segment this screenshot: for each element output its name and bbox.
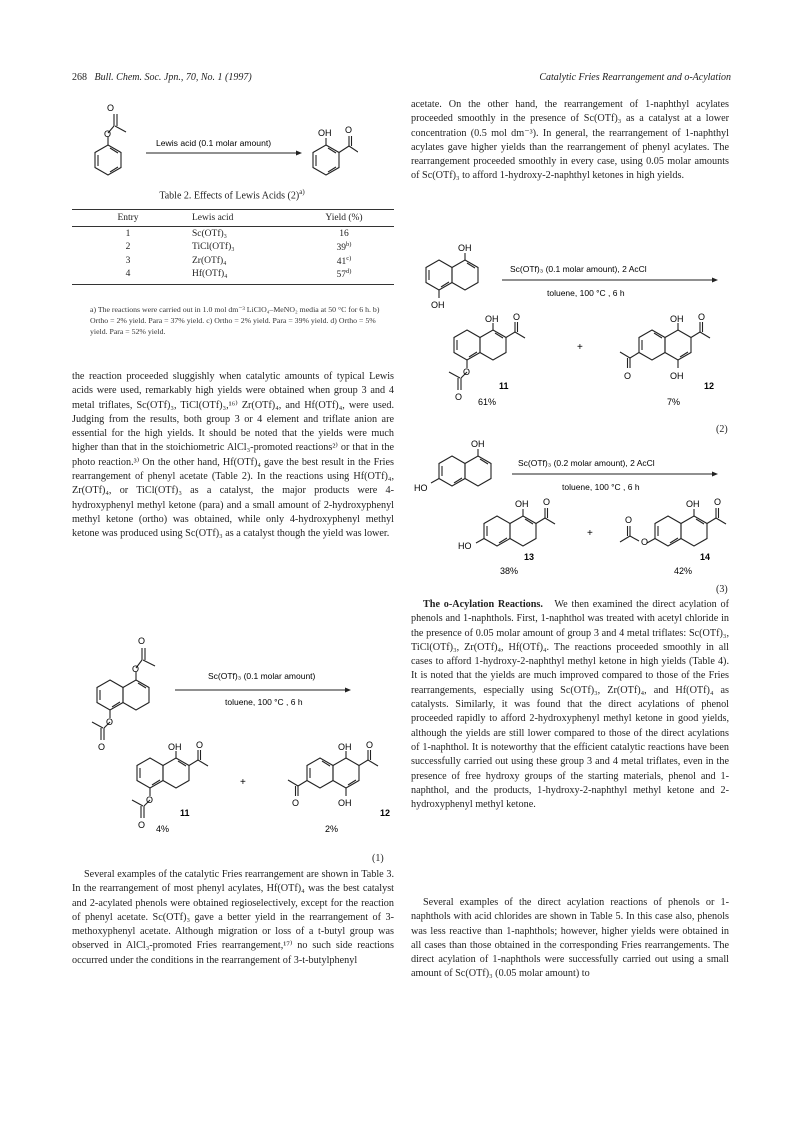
- s1-yield-11: 4%: [156, 824, 170, 834]
- table-row: 4 Hf(OTf)₄ 57$^{d)}$: [125, 268, 352, 281]
- carbonyl-o-label: O: [107, 103, 115, 113]
- left-paragraph-2: Several examples of the catalytic Fries rearrangement are shown in Table 3. In the rearrangement of most phenyl acylates, Hf(OTf)₄ was the best catalyst and 2-acylated phenols were obtained regioselectively, except for the reaction of phenyl acetate. Sc(OTf)₃ gave a better yield in the rearrangement of 3-methoxyphenyl acetate. Although migration or loss of a t-butyl group was observed in AlCl₃-promoted Fries rearrangement,¹⁷⁾ no such side reactions occurred under the conditions in the rearrangement of 3-t-butylphenyl: [72, 869, 394, 966]
- s1-p12-ketone-o: O: [292, 798, 300, 808]
- s2-p11-oh: OH: [485, 314, 499, 324]
- s3-plus: +: [587, 528, 593, 539]
- s1-p11-carbonyl-o: O: [138, 820, 146, 830]
- s2-p12-o: O: [698, 312, 706, 322]
- s1-label-12: 12: [380, 808, 391, 818]
- s2-p11-carbonyl-o: O: [455, 392, 463, 402]
- s3-yield-13: 38%: [500, 566, 519, 576]
- table-row: 3 Zr(OTf)₄ 41$^{c)}$: [125, 254, 352, 267]
- s3-start-ho: HO: [414, 483, 428, 493]
- s3-yield-14: 42%: [674, 566, 693, 576]
- table2-footnote: a) The reactions were carried out in 1.0 mol dm⁻³ LiClO₄–MeNO₂ media at 50 °C for 6 h. b) Ortho = 2% yield. Para = 37% yield. c) Ortho = 2% yield. Para = 39% yield. d) Ortho = 5% yield. Para = 52% yield.: [90, 305, 380, 336]
- s2-p11-o: O: [513, 312, 521, 322]
- s1-p11-ester-o: O: [146, 795, 154, 805]
- s2-p12-oh: OH: [670, 314, 684, 324]
- s3-start-oh: OH: [471, 439, 485, 449]
- s1-carbonyl-o2: O: [98, 742, 106, 752]
- right-paragraph-1: acetate. On the other hand, the rearrangement of 1-naphthyl acylates proceeded smoothly in the presence of Sc(OTf)₃ as a catalyst at a lower concentration (0.5 mol dm⁻³). In general, the rearrangement of 1-naphthyl acylates gave higher yields than the rearrangement of phenyl acylates. The rearrangement proceeded smoothly in every case, using 0.05 molar amounts of Sc(OTf)₃ to afford 1-hydroxy-2-naphthyl ketones in high yields.: [411, 99, 729, 182]
- right-paragraph-2: The o-Acylation Reactions. We then examined the direct acylation of phenols and 1-naphthols. First, 1-naphthol was treated with acetyl chloride in the presence of 0.05 molar amount of group 3 and 4 metal triflates: Sc(OTf)₃, TiCl(OTf)₃, Zr(OTf)₄, Hf(OTf)₄. The reactions proceeded smoothly in all cases to afford 1-hydroxy-2-naphthyl methyl ketone in high yields (Table 4). It is noted that the yields are much improved compared to those of the Fries rearrangements, especially using Sc(OTf)₃, Zr(OTf)₄, and Hf(OTf)₄ as catalysts. Similarly, it was found that the direct acylations of phenol proceeded rapidly to afford 2-hydroxyphenyl methyl ketone in good yields, although the yields are still lower compared to those of the direct acylations of 1-naphthol. It is noteworthy that the efficient catalytic reactions have been successfully carried out using these group 3 and 4 metal triflates, even in the presence of free hydroxy groups of the starting materials, phenol and 1-naphthol, and the products, 1-hydroxy-2-naphthyl methyl ketone and 2-hydroxyphenyl methyl ketone.: [411, 599, 730, 811]
- s2-yield-11: 61%: [478, 397, 497, 407]
- hydroxyl-label: OH: [318, 128, 332, 138]
- journal-citation: Bull. Chem. Soc. Jpn., 70, No. 1 (1997): [94, 72, 252, 83]
- s2-reagent-bottom: toluene, 100 °C , 6 h: [547, 288, 625, 298]
- s1-yield-12: 2%: [325, 824, 339, 834]
- s1-p11-oh: OH: [168, 742, 182, 752]
- s3-reagent-bottom: toluene, 100 °C , 6 h: [562, 482, 640, 492]
- col-lewis-acid: Lewis acid: [184, 210, 294, 227]
- s1-reagent-bottom: toluene, 100 °C , 6 h: [225, 697, 303, 707]
- s2-p12-oh2: OH: [670, 371, 684, 381]
- s3-p14-o: O: [714, 497, 722, 507]
- s2-p12-ketone-o: O: [624, 371, 632, 381]
- scheme-2: [412, 242, 730, 412]
- lewis-acid-reagent: Lewis acid (0.1 molar amount): [156, 138, 272, 148]
- equation-number-2: (2): [716, 424, 728, 435]
- s3-p13-o: O: [543, 497, 551, 507]
- table2: [72, 209, 394, 285]
- equation-number-3: (3): [716, 584, 728, 595]
- scheme-3: [412, 436, 730, 576]
- s3-label-13: 13: [524, 552, 535, 562]
- s2-plus: +: [577, 342, 583, 353]
- table2-caption: Table 2. Effects of Lewis Acids $(2)^{a)}$: [159, 188, 305, 202]
- scheme-1: [80, 630, 400, 855]
- s2-p11-ester-o: O: [463, 367, 471, 377]
- s1-p11-o: O: [196, 740, 204, 750]
- s1-p12-oh: OH: [338, 742, 352, 752]
- s1-carbonyl-o: O: [138, 636, 146, 646]
- s3-p13-oh: OH: [515, 499, 529, 509]
- s3-label-14: 14: [700, 552, 711, 562]
- s1-ester-o2: O: [106, 717, 114, 727]
- page-number: 268: [72, 72, 87, 83]
- s2-start-oh-top: OH: [458, 243, 472, 253]
- s1-reagent-top: Sc(OTf)₃ (0.1 molar amount): [208, 671, 316, 681]
- table-row: 1 Sc(OTf)₃ 16: [125, 228, 349, 239]
- s3-p14-oh: OH: [686, 499, 700, 509]
- scheme-top-fries: [88, 100, 358, 184]
- s2-yield-12: 7%: [667, 397, 681, 407]
- ester-o-label: O: [104, 129, 112, 139]
- s2-label-12: 12: [704, 381, 715, 391]
- col-yield: Yield (%): [294, 210, 394, 227]
- right-paragraph-3: Several examples of the direct acylation reactions of phenols or 1-naphthols with acid chlorides are shown in Table 5. In this case also, phenols was less reactive than 1-naphthols; however, higher yields were obtained in all cases than those obtained in the corresponding Fries rearrangements. The direct acylation of 1-naphthols were successfully carried out using a small amount of Sc(OTf)₃ (0.05 molar amount) to: [411, 897, 729, 980]
- ketone-o-label: O: [345, 125, 353, 135]
- table-row: 2 TiCl(OTf)₃ 39$^{b)}$: [125, 241, 352, 254]
- s2-start-oh-bottom: OH: [431, 300, 445, 310]
- s3-p14-carbonyl-o: O: [625, 515, 633, 525]
- s1-p12-oh2: OH: [338, 798, 352, 808]
- s1-p12-o: O: [366, 740, 374, 750]
- running-header-left: [72, 72, 252, 83]
- s3-reagent-top: Sc(OTf)₃ (0.2 molar amount), 2 AcCl: [518, 458, 655, 468]
- left-paragraph-1: the reaction proceeded sluggishly when catalytic amounts of typical Lewis acids were used, remarkably high yields were obtained when group 3 and 4 metal triflates, Sc(OTf)₃, TiCl(OTf)₃,¹⁶⁾ Zr(OTf)₄, and Hf(OTf)₄, were used. Judging from the results, both group 3 or 4 element and triflate anion are essential for the high yields. It should be noted that the yields were much higher than that in the stoichiometric AlCl₃-promoted reactions²⁾ or that in the photo reaction.³⁾ On the other hand, Hf(OTf)₄ gave the best result in the Fries rearrangement of phenyl acetate (Table 2). In the reactions using Hf(OTf)₄, Zr(OTf)₄, or TiCl(OTf)₃ as a catalyst, the major products were 4-hydroxyphenyl methyl ketone (para) and a small amount of 2-hydroxyphenyl methyl ketone (ortho) was obtained, while only 4-hydroxyphenyl methyl ketone was produced using Sc(OTf)₃ as a catalyst though the yield was lower.: [72, 371, 394, 540]
- equation-number-1: (1): [372, 853, 384, 864]
- s1-ester-o: O: [132, 664, 140, 674]
- running-title: Catalytic Fries Rearrangement and o-Acylation: [539, 72, 731, 83]
- section-heading: The o-Acylation Reactions.: [423, 599, 543, 610]
- s1-plus: +: [240, 777, 246, 788]
- s2-reagent-top: Sc(OTf)₃ (0.1 molar amount), 2 AcCl: [510, 264, 647, 274]
- table2-header-row: [72, 210, 394, 227]
- s2-label-11: 11: [499, 381, 509, 391]
- col-entry: Entry: [72, 210, 184, 227]
- s1-label-11: 11: [180, 808, 190, 818]
- s3-p13-ho: HO: [458, 541, 472, 551]
- s3-p14-ester-o: O: [641, 537, 649, 547]
